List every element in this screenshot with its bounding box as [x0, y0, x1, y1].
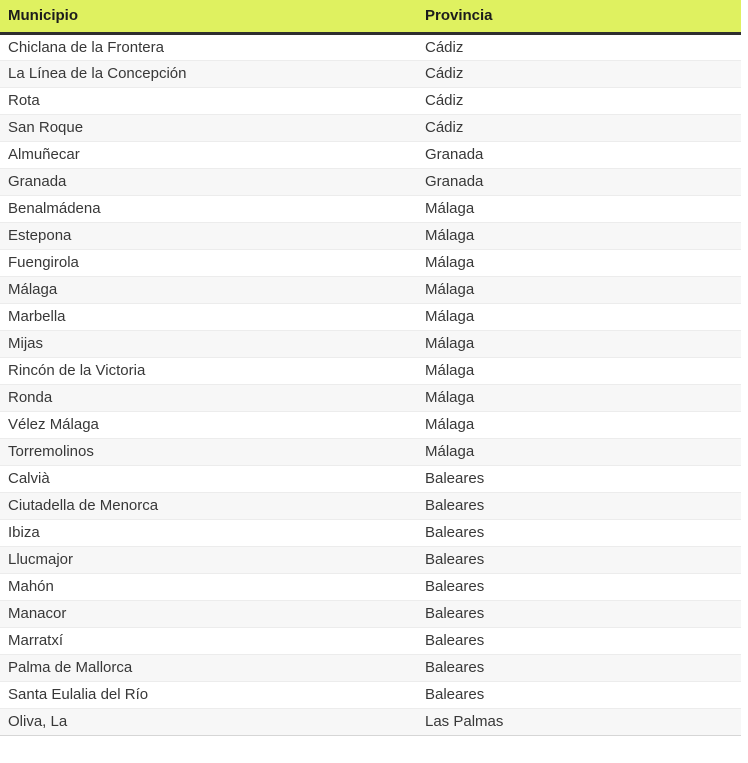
cell-provincia: Granada — [425, 146, 484, 163]
cell-provincia: Málaga — [425, 200, 475, 217]
cell-municipio: Benalmádena — [8, 200, 101, 217]
table-row — [0, 33, 741, 60]
cell-municipio: Marbella — [8, 308, 66, 325]
cell-provincia: Málaga — [425, 254, 475, 271]
cell-municipio: Fuengirola — [8, 254, 79, 271]
cell-provincia: Málaga — [425, 362, 475, 379]
table-row — [0, 384, 741, 411]
cell-provincia: Baleares — [425, 686, 485, 703]
cell-provincia: Cádiz — [425, 119, 464, 136]
cell-municipio: Granada — [8, 173, 67, 190]
table-row — [0, 519, 741, 546]
table-body — [0, 33, 741, 735]
cell-provincia: Cádiz — [425, 65, 464, 82]
cell-provincia: Baleares — [425, 497, 485, 514]
cell-municipio: Chiclana de la Frontera — [8, 38, 164, 56]
cell-provincia: Granada — [425, 173, 484, 190]
cell-provincia: Málaga — [425, 443, 475, 460]
cell-provincia: Málaga — [425, 308, 475, 325]
cell-provincia: Baleares — [425, 578, 485, 595]
cell-municipio: Mijas — [8, 335, 44, 352]
table-row — [0, 60, 741, 87]
table-row — [0, 681, 741, 708]
table-row — [0, 654, 741, 681]
table-row — [0, 546, 741, 573]
cell-provincia: Cádiz — [425, 38, 464, 56]
cell-municipio: Marratxí — [8, 632, 64, 649]
header-row — [0, 0, 741, 33]
cell-municipio: Rincón de la Victoria — [8, 362, 146, 379]
cell-municipio: Ciutadella de Menorca — [8, 497, 159, 514]
cell-municipio: Ronda — [8, 389, 53, 406]
table-row — [0, 276, 741, 303]
cell-municipio: Vélez Málaga — [8, 416, 99, 433]
table-row — [0, 573, 741, 600]
cell-municipio: Manacor — [8, 605, 67, 622]
table-row — [0, 357, 741, 384]
cell-provincia: Baleares — [425, 632, 485, 649]
cell-municipio: Llucmajor — [8, 551, 74, 568]
cell-provincia: Baleares — [425, 551, 485, 568]
cell-provincia: Málaga — [425, 389, 475, 406]
cell-provincia: Málaga — [425, 335, 475, 352]
cell-municipio: Torremolinos — [8, 443, 94, 460]
cell-municipio: La Línea de la Concepción — [8, 65, 187, 82]
cell-municipio: Málaga — [8, 281, 58, 298]
table-row — [0, 87, 741, 114]
cell-municipio: Oliva, La — [8, 713, 68, 730]
cell-provincia: Las Palmas — [425, 713, 504, 730]
cell-provincia: Baleares — [425, 470, 485, 487]
table-row — [0, 114, 741, 141]
table-row — [0, 600, 741, 627]
table-row — [0, 222, 741, 249]
table-row — [0, 168, 741, 195]
cell-municipio: Mahón — [8, 578, 54, 595]
cell-provincia: Málaga — [425, 227, 475, 244]
cell-municipio: Ibiza — [8, 524, 40, 541]
cell-provincia: Cádiz — [425, 92, 464, 109]
table-row — [0, 195, 741, 222]
table-row — [0, 465, 741, 492]
column-header-municipio: Municipio — [0, 0, 417, 33]
table-row — [0, 303, 741, 330]
column-header-provincia: Provincia — [417, 0, 741, 33]
cell-municipio: San Roque — [8, 119, 84, 136]
cell-provincia: Málaga — [425, 281, 475, 298]
table-header — [0, 0, 741, 33]
cell-municipio: Santa Eulalia del Río — [8, 686, 149, 703]
table-row — [0, 627, 741, 654]
cell-provincia: Baleares — [425, 524, 485, 541]
table-row — [0, 141, 741, 168]
table-row — [0, 708, 741, 735]
cell-municipio: Calvià — [8, 470, 50, 487]
cell-provincia: Baleares — [425, 659, 485, 676]
cell-provincia: Málaga — [425, 416, 475, 433]
cell-municipio: Rota — [8, 92, 40, 109]
table-row — [0, 492, 741, 519]
cell-provincia: Baleares — [425, 605, 485, 622]
cell-municipio: Almuñecar — [8, 146, 80, 163]
table-row — [0, 438, 741, 465]
table-row — [0, 330, 741, 357]
table-row — [0, 411, 741, 438]
cell-municipio: Estepona — [8, 227, 72, 244]
cell-municipio: Palma de Mallorca — [8, 659, 133, 676]
table-row — [0, 249, 741, 276]
